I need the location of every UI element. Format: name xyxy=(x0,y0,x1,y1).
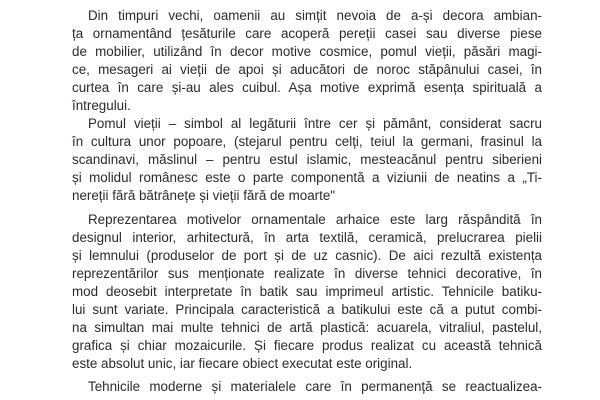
paragraph-1-line-6: întregului. xyxy=(72,98,131,113)
paragraph-3-line-8: grafica și chiar mozaicurile. Și fiecare produs realizat cu această tehnică xyxy=(72,338,542,353)
paragraph-1-line-5: curtea în care și-au ales cuibul. Așa motive exprimă esența spirituală a xyxy=(72,80,542,95)
paragraph-1-line-2: ța ornamentând țesăturile care acoperă pereții casei sau diverse piese xyxy=(72,26,542,41)
paragraph-1-line-4: ce, mesageri ai vieții de apoi și aducători de noroc stăpânului casei, în xyxy=(72,62,542,77)
paragraph-2-line-4: și molidul românesc este o parte componentă a viziunii de neatins a „Ti- xyxy=(72,170,542,185)
paragraph-1-line-1: Din timpuri vechi, oamenii au simțit nevoia de a-și decora ambian- xyxy=(88,8,542,23)
paragraph-2-line-2: în cultura unor popoare, (stejarul pentru celți, teiul la germani, frasinul la xyxy=(72,134,542,149)
paragraph-2-line-3: scandinavi, măslinul – pentru estul islamic, mesteacănul pentru siberieni xyxy=(72,152,542,167)
paragraph-1-line-3: de mobilier, utilizând în decor motive cosmice, pomul vieții, păsări magi- xyxy=(72,44,542,59)
paragraph-3-line-7: na simultan mai multe tehnici de artă plastică: acuarela, vitraliul, pastelul, xyxy=(72,320,542,335)
paragraph-3-line-5: mod deosebit interpretate în batik sau imprimeul artistic. Tehnicile batiku- xyxy=(72,284,542,299)
paragraph-3-line-2: designul interior, arhitectură, în arta textilă, ceramică, prelucrarea pielii xyxy=(72,230,542,245)
paragraph-3-line-6: lui sunt variate. Principala caracteristică a batikului este că a putut combi- xyxy=(72,302,542,317)
paragraph-2-line-5: nereții fără bătrânețe și vieții fără de moarte" xyxy=(72,188,336,203)
paragraph-2-line-1: Pomul vieții – simbol al legăturii între cer și pământ, considerat sacru xyxy=(88,116,542,131)
paragraph-4-line-1: Tehnicile moderne și materialele care în permanență se reactualizea- xyxy=(88,379,542,394)
paragraph-3-line-1: Reprezentarea motivelor ornamentale arhaice este larg răspândită în xyxy=(88,212,542,227)
paragraph-3-line-9: este absolut unic, iar fiecare obiect executat este original. xyxy=(72,356,413,371)
paragraph-3-line-3: și lemnului (produselor de port și de uz casnic). De aici rezultă existența xyxy=(72,248,542,263)
paragraph-3-line-4: reprezentărilor sus menționate realizate în diverse tehnici decorative, în xyxy=(72,266,542,281)
